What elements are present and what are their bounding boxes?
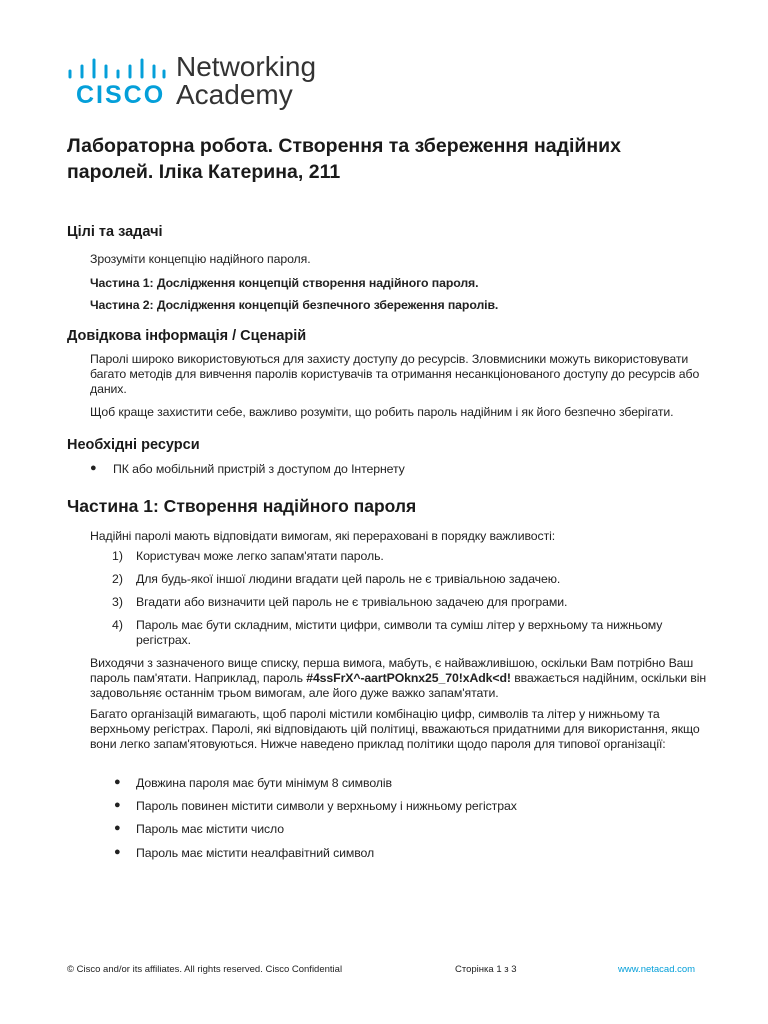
example-password: #4ssFrX^-aartPOknx25_70!xAdk<d! bbox=[306, 671, 511, 686]
part1-paragraph-3: Багато організацій вимагають, щоб паролі містили комбінацію цифр, символів та літер у нижньому та верхньому регістрах. Паролі, які відповідають цій політиці, вважаються придатними для використання, якщо вони легко запам'ятовуються. Нижче наведено приклад політики щодо пароля для типової організації: bbox=[90, 707, 700, 752]
requirement-number: 2) bbox=[112, 572, 123, 586]
bullet-icon: ● bbox=[114, 822, 121, 834]
bullet-icon: ● bbox=[90, 462, 97, 474]
resources-heading: Необхідні ресурси bbox=[67, 437, 200, 453]
requirement-number: 4) bbox=[112, 618, 123, 632]
background-heading: Довідкова інформація / Сценарій bbox=[67, 328, 307, 344]
bullet-icon: ● bbox=[114, 776, 121, 788]
policy-item: Пароль має містити число bbox=[136, 822, 284, 836]
logo-networking: Networking bbox=[176, 51, 317, 82]
document-title: Лабораторна робота. Створення та збереження надійних паролей. Іліка Катерина, 211 bbox=[67, 135, 621, 183]
part1-paragraph-2 bbox=[90, 656, 720, 702]
objective-part2: Частина 2: Дослідження концепцій безпечного збереження паролів. bbox=[90, 298, 499, 312]
policy-item: Довжина пароля має бути мінімум 8 символів bbox=[136, 776, 392, 790]
requirement-item: Для будь-якої іншої людини вгадати цей пароль не є тривіальною задачею. bbox=[136, 572, 561, 586]
cisco-bars-icon bbox=[67, 58, 167, 82]
requirement-number: 1) bbox=[112, 549, 123, 563]
objective-part1: Частина 1: Дослідження концепцій створення надійного пароля. bbox=[90, 276, 479, 290]
resource-item: ПК або мобільний пристрій з доступом до Інтернету bbox=[113, 462, 405, 476]
objectives-intro: Зрозуміти концепцію надійного пароля. bbox=[90, 252, 311, 266]
cisco-wordmark: CISCO bbox=[76, 81, 166, 109]
requirement-item: Користувач може легко запам'ятати пароль. bbox=[136, 549, 384, 563]
policy-item: Пароль має містити неалфавітний символ bbox=[136, 846, 375, 860]
objectives-heading: Цілі та задачі bbox=[67, 224, 163, 240]
requirement-item: Вгадати або визначити цей пароль не є тривіальною задачею для програми. bbox=[136, 595, 568, 609]
paragraph-text: Виходячи з зазначеного вище списку, перша вимога, мабуть, є найважливішою, оскільки Вам потрібно Ваш пароль пам'ятати. Наприклад, пароль bbox=[90, 656, 694, 686]
footer-netacad-link[interactable]: www.netacad.com bbox=[618, 964, 696, 975]
background-paragraph-2: Щоб краще захистити себе, важливо розуміти, що робить пароль надійним і як його безпечно зберігати. bbox=[90, 405, 674, 419]
paragraph-text: вважається надійним, оскільки він задовольняє останнім трьом вимогам, але його дуже важко запам'ятати. bbox=[90, 671, 707, 701]
logo-academy: Academy bbox=[176, 79, 293, 110]
part1-heading: Частина 1: Створення надійного пароля bbox=[67, 496, 417, 516]
requirement-number: 3) bbox=[112, 595, 123, 609]
footer-page-number: Сторінка 1 з 3 bbox=[455, 964, 517, 975]
background-paragraph-1: Паролі широко використовуються для захисту доступу до ресурсів. Зловмисники можуть використовувати багато методів для вивчення паролів користувачів та отримання несанкціонованого доступу до ресурсів або даних. bbox=[90, 352, 700, 397]
requirement-item: Пароль має бути складним, містити цифри, символи та суміш літер у верхньому та нижньому регістрах. bbox=[136, 618, 663, 648]
part1-intro: Надійні паролі мають відповідати вимогам, які перераховані в порядку важливості: bbox=[90, 529, 556, 543]
bullet-icon: ● bbox=[114, 846, 121, 858]
cisco-networking-academy-logo bbox=[67, 50, 337, 112]
policy-item: Пароль повинен містити символи у верхньому і нижньому регістрах bbox=[136, 799, 517, 813]
bullet-icon: ● bbox=[114, 799, 121, 811]
footer-copyright: © Cisco and/or its affiliates. All rights reserved. Cisco Confidential bbox=[67, 964, 343, 975]
